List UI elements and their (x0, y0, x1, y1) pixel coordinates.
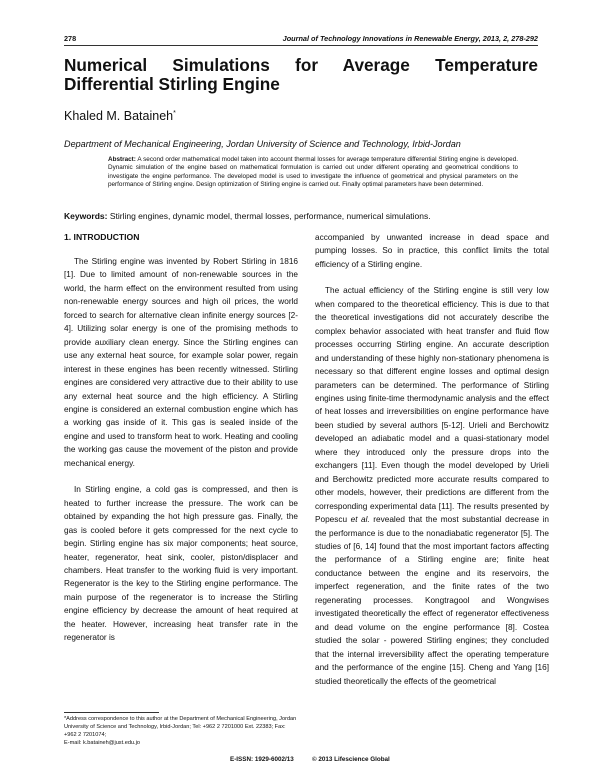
footnote-email: E-mail: k.bataineh@just.edu.jo (64, 740, 140, 747)
paper-title: Numerical Simulations for Average Temperature Differential Stirling Engine (64, 55, 538, 94)
keywords-label: Keywords: (64, 211, 108, 221)
intro-paragraph-1: The Stirling engine was invented by Robert Stirling in 1816 [1]. Due to limited amount of non-renewable sources in the world, the harm effect on the environment resulted from using non-renewable energy sources and high oil prices, the world forced to search for alternative clean infinite energy sources [2-4]. Utilizing solar energy is one of the promising methods to provide auxiliary clean energy. Since the Stirling engines can use any external heat source, for example solar power, regain interest in these engines has been recently witnessed. Stirling engines are considered very attractive due to their ability to use any external heat source and the high efficiency. A Stirling engine is considered an external combustion engine which has a working gas inside of it. This gas is sealed inside of the engine and used to transform heat to work. Heating and cooling the working gas cause the movement of the piston and provide mechanical energy. (64, 257, 298, 468)
section-heading-introduction: 1. INTRODUCTION (64, 232, 140, 242)
intro-paragraph-2-continued: accompanied by unwanted increase in dead space and pumping losses. So in practice, this conflict limits the total efficiency of a Stirling engine. (315, 233, 549, 269)
right-column (315, 231, 549, 688)
et-al: et al. (350, 515, 370, 525)
intro-paragraph-3 (315, 284, 549, 688)
page-number: 278 (64, 34, 77, 43)
footnote-address: *Address correspondence to this author at the Department of Mechanical Engineering, Jordan University of Science and Technology, Irbid-Jordan; Tel: +962 2 7201000 Ext. 22383; Fax: +962 2 7201074; (64, 716, 297, 739)
author-name: Khaled M. Bataineh (64, 109, 174, 123)
footer-copyright: © 2013 Lifescience Global (312, 756, 390, 763)
footer-issn: E-ISSN: 1929-6002/13 (230, 756, 294, 763)
abstract-label: Abstract: (108, 156, 136, 163)
abstract (108, 156, 518, 189)
header-divider (64, 45, 538, 46)
journal-citation: Journal of Technology Innovations in Renewable Energy, 2013, 2, 278-292 (282, 34, 538, 43)
author-line (64, 109, 176, 123)
keywords-text: Stirling engines, dynamic model, thermal losses, performance, numerical simulations. (109, 211, 431, 221)
paragraph-3-text-b: revealed that the most substantial decrease in the performance is due to the nonadiabatic regenerator [5]. The studies of [6, 14] found that the most important factors affecting the performance of a Stirling engine are; finite heat conductance between the engine and its reservoirs, the imperfect regeneration, and the finite rates of the two regenerating processes. Kongtragool and Wongwises investigated theoretically the effect of regenerator effectiveness and dead volume on the engine performance [8]. Costea studied the solar - powered Stirling engines; they concluded that the internal irreversibility affect the operating temperature and the performance of the engine [15]. Cheng and Yang [16] studied theoretically the effects of the geometrical (315, 515, 549, 686)
intro-paragraph-2: In Stirling engine, a cold gas is compressed, and then is heated to further increase the pressure. The work can be obtained by expanding the hot high pressure gas. Finally, the gas is cooled before it gets compressed for the next cycle to begin. Stirling engine has six major components; heat source, heater, regenerator, heat sink, cooler, piston/displacer and chambers. Heat transfer to the working fluid is very important. Regenerator is the key to the Stirling engine performance. The main purpose of the regenerator is to increase the Stirling engine efficiency by decrease the amount of heat required at the heater. However, increasing heat transfer rate in the regenerator is (64, 485, 298, 643)
footnote-divider (64, 712, 159, 713)
correspondence-footnote (64, 715, 298, 747)
left-column (64, 231, 298, 645)
keywords (64, 211, 538, 221)
author-footnote-mark: * (173, 109, 176, 117)
abstract-text: A second order mathematical model taken into account thermal losses for average temperature differential Stirling engine is developed. Dynamic simulation of the engine based on mathematical formulation is carried out under different operating and geometrical conditions to investigate the engine performance. The developed model is used to investigate the influence of geometrical and physical parameters on the performance of Stirling engine. Design optimization of Stirling engine is carried out. Finally optimal parameters have been determined. (108, 156, 518, 188)
affiliation: Department of Mechanical Engineering, Jordan University of Science and Technology, Irbid-Jordan (64, 139, 461, 149)
paragraph-3-text-a: The actual efficiency of the Stirling engine is still very low when compared to the theoretical efficiency. This is due to that the theoretical investigations did not accurately describe the complex behavior associated with heat transfer and fluid flow processes occurring Stirling engine. An accurate description and understanding of these highly non-stationary phenomena is necessary so that different engine losses and optimal design parameters can be determined. The performance of Stirling engines using finite-time thermodynamic analysis and the effect of heat losses and irreversibilities on engine performance have been studied by several authors [5-12]. Urieli and Berchowitz developed an adiabatic model and a quasi-stationary model where they introduced only the pressure drops into the exchangers [11]. Even though the model developed by Urieli and Berchowitz predicted more accurate results compared to other models, however, their predictions are different from the corresponding experimental data [11]. The results presented by Popescu (315, 286, 549, 525)
